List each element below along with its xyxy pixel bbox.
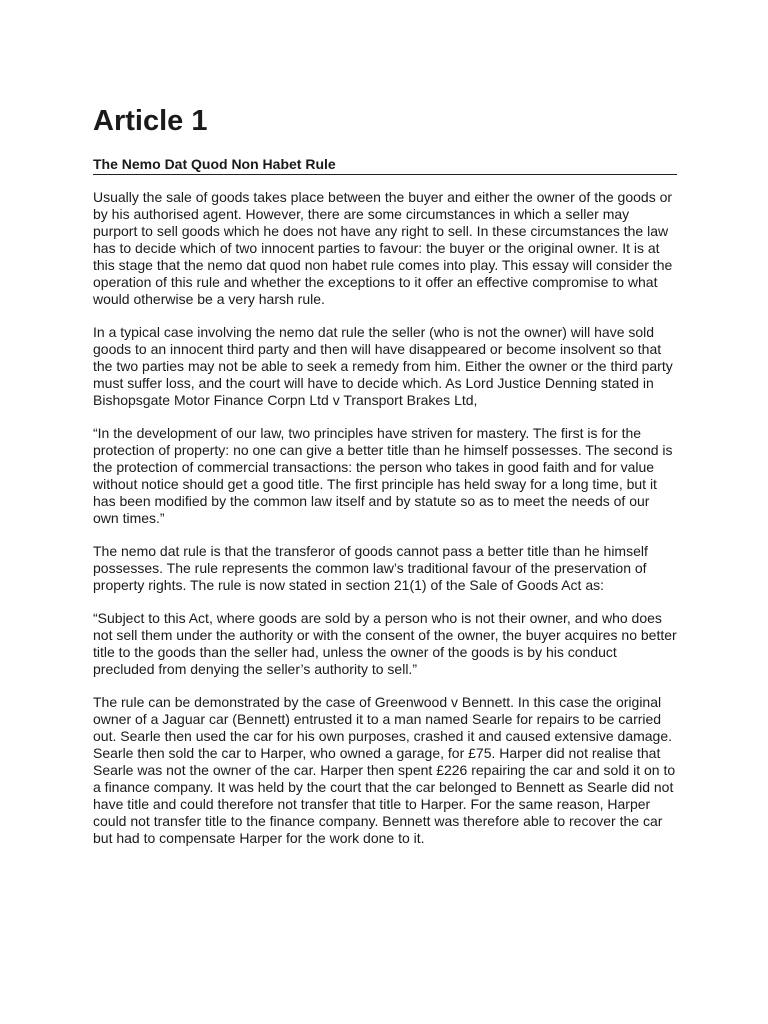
section-heading: The Nemo Dat Quod Non Habet Rule <box>93 155 677 175</box>
paragraph-typical-case: In a typical case involving the nemo dat rule the seller (who is not the owner) will have sold goods to an innocent third party and then will have disappeared or become insolvent so that the two parties may not be able to seek a remedy from him. Either the owner or the third party must suffer loss, and the court will have to decide which. As Lord Justice Denning stated in Bishopsgate Motor Finance Corpn Ltd v Transport Brakes Ltd, <box>93 324 673 408</box>
document-page <box>93 103 677 847</box>
quote-denning: “In the development of our law, two principles have striven for mastery. The first is for the protection of property: no one can give a better title than he himself possesses. The second is the protection of commercial transactions: the person who takes in good faith and for value without notice should get a good title. The first principle has held sway for a long time, but it has been modified by the common law itself and by statute so as to meet the needs of our own times.” <box>93 425 673 526</box>
paragraph-greenwood-case: The rule can be demonstrated by the case of Greenwood v Bennett. In this case the original owner of a Jaguar car (Bennett) entrusted it to a man named Searle for repairs to be carried out. Searle then used the car for his own purposes, crashed it and caused extensive damage. Searle then sold the car to Harper, who owned a garage, for £75. Harper did not realise that Searle was not the owner of the car. Harper then spent £226 repairing the car and sold it on to a finance company. It was held by the court that the car belonged to Bennett as Searle did not have title and could therefore not transfer that title to Harper. For the same reason, Harper could not transfer title to the finance company. Bennett was therefore able to recover the car but had to compensate Harper for the work done to it. <box>93 694 676 846</box>
paragraph-rule-statement: The nemo dat rule is that the transferor of goods cannot pass a better title than he himself possesses. The rule represents the common law’s traditional favour of the preservation of property rights. The rule is now stated in section 21(1) of the Sale of Goods Act as: <box>93 543 648 593</box>
document-title: Article 1 <box>93 105 208 137</box>
paragraph-intro: Usually the sale of goods takes place between the buyer and either the owner of the goods or by his authorised agent. However, there are some circumstances in which a seller may purport to sell goods which he does not have any right to sell. In these circumstances the law has to decide which of two innocent parties to favour: the buyer or the original owner. It is at this stage that the nemo dat quod non habet rule comes into play. This essay will consider the operation of this rule and whether the exceptions to it offer an effective compromise to what would otherwise be a very harsh rule. <box>93 189 673 307</box>
quote-section-21: “Subject to this Act, where goods are sold by a person who is not their owner, and who does not sell them under the authority or with the consent of the owner, the buyer acquires no better title to the goods than the seller had, unless the owner of the goods is by his conduct precluded from denying the seller’s authority to sell.” <box>93 610 677 677</box>
